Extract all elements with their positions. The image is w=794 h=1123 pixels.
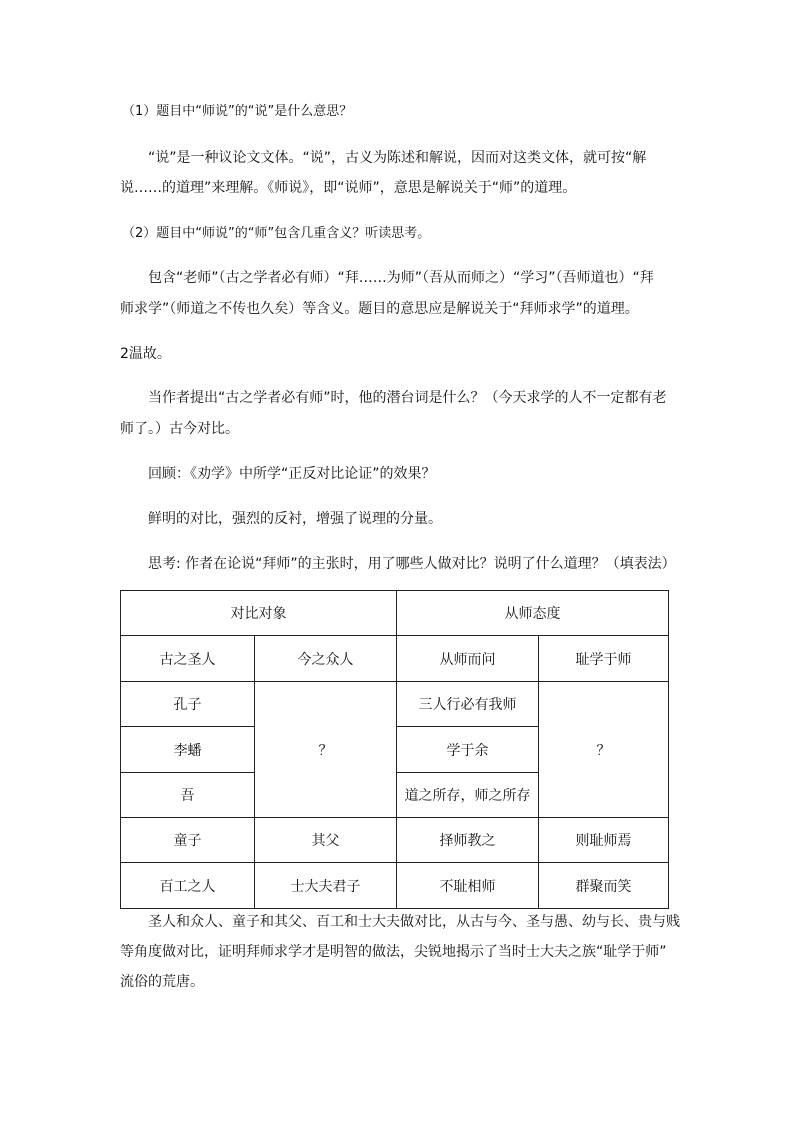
table-header-comparison-objects: 对比对象 [121, 591, 397, 636]
table-cell: 不耻相师 [397, 863, 539, 909]
table-cell: 孔子 [121, 682, 255, 727]
table-cell: 李蟠 [121, 727, 255, 773]
table-cell: 童子 [121, 818, 255, 863]
answer-1-line-2: 说……的道理”来理解。《师说》，即“说师”，意思是解说关于“师”的道理。 [120, 180, 577, 196]
table-cell: 学于余 [397, 727, 539, 773]
table-cell: 其父 [255, 818, 397, 863]
section-2-heading: 2温故。 [120, 346, 171, 362]
table-cell-question-left: ？ [255, 682, 397, 818]
paragraph-4: 回顾：《劝学》中所学“正反对比论证”的效果？ [148, 466, 436, 482]
table-subheader-modern-people: 今之众人 [255, 636, 397, 682]
table-cell-question-right: ？ [539, 682, 669, 818]
table-subheader-follow-teacher: 从师而问 [397, 636, 539, 682]
table-header-attitude: 从师态度 [397, 591, 669, 636]
conclusion-line-3: 流俗的荒唐。 [120, 974, 204, 990]
table-cell: 则耻师焉 [539, 818, 669, 863]
table-cell: 士大夫君子 [255, 863, 397, 909]
comparison-table [120, 590, 669, 909]
answer-2-line-1: 包含“老师”（古之学者必有师）“拜……为师”（吾从而师之）“学习”（吾师道也）“拜 [148, 270, 654, 286]
table-subheader-ashamed-to-learn: 耻学于师 [539, 636, 669, 682]
table-cell: 吾 [121, 773, 255, 818]
paragraph-3-line-2: 师了。）古今对比。 [120, 421, 239, 437]
table-cell: 群聚而笑 [539, 863, 669, 909]
answer-1-line-1: “说”是一种议论文文体。“说”，古义为陈述和解说，因而对这类文体，就可按“解 [148, 150, 647, 166]
table-subheader-ancient-sages: 古之圣人 [121, 636, 255, 682]
table-cell: 道之所存，师之所存 [397, 773, 539, 818]
table-cell: 百工之人 [121, 863, 255, 909]
conclusion-line-1: 圣人和众人、童子和其父、百工和士大夫做对比，从古与今、圣与愚、幼与长、贵与贱 [148, 914, 680, 930]
conclusion-line-2: 等角度做对比，证明拜师求学才是明智的做法，尖锐地揭示了当时士大夫之族“耻学于师” [120, 944, 667, 960]
question-2: （2）题目中“师说”的“师”包含几重含义？听读思考。 [122, 226, 431, 241]
paragraph-5: 鲜明的对比，强烈的反衬，增强了说理的分量。 [148, 511, 442, 527]
paragraph-3-line-1: 当作者提出“古之学者必有师”时，他的潜台词是什么？（今天求学的人不一定都有老 [148, 390, 667, 406]
table-cell: 三人行必有我师 [397, 682, 539, 727]
question-1: （1）题目中“师说”的“说”是什么意思？ [122, 104, 353, 119]
answer-2-line-2: 师求学”（师道之不传也久矣）等含义。题目的意思应是解说关于“拜师求学”的道理。 [120, 301, 639, 317]
paragraph-6: 思考: 作者在论说“拜师”的主张时，用了哪些人做对比？说明了什么道理？（填表法） [148, 556, 676, 572]
table-cell: 择师教之 [397, 818, 539, 863]
